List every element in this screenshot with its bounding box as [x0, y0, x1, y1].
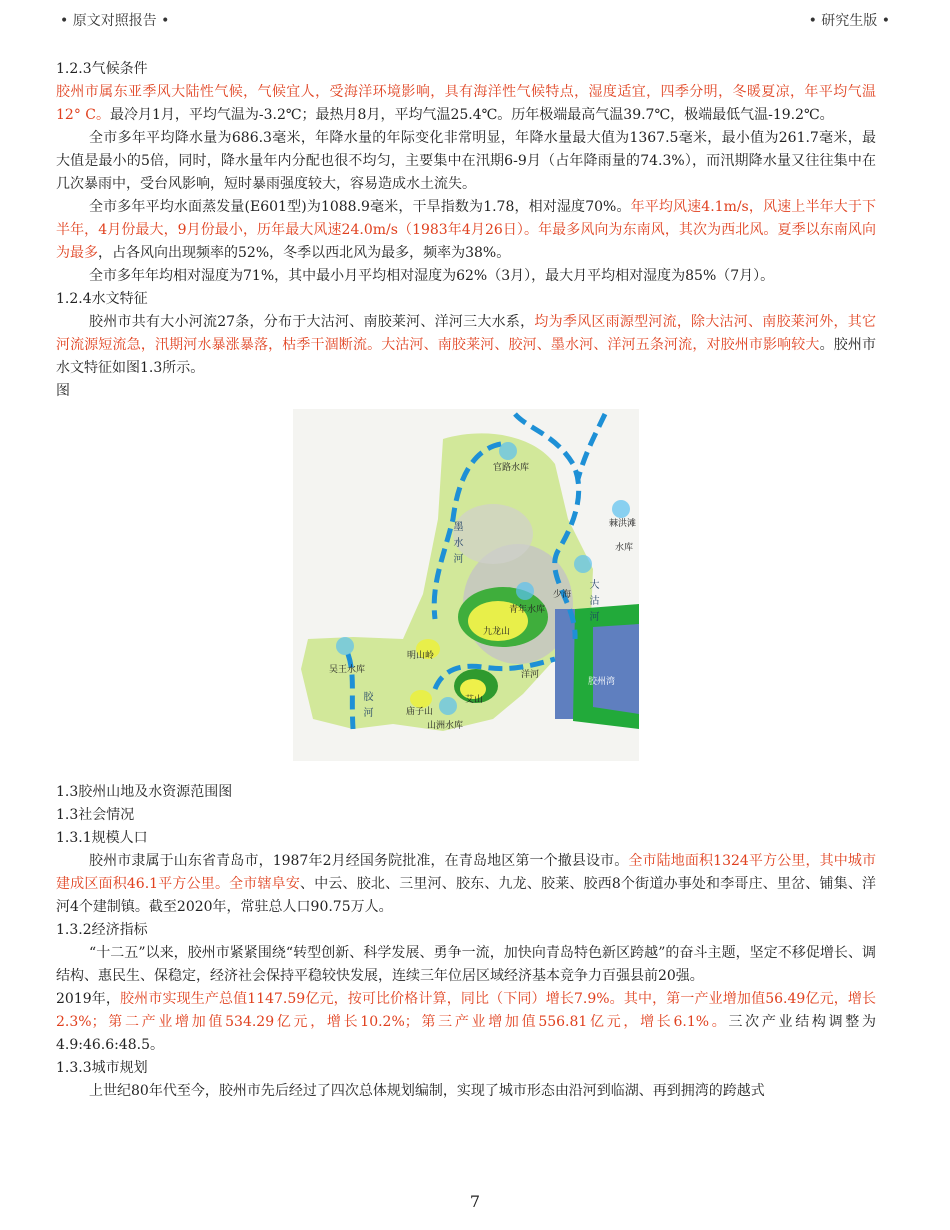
document-body [56, 58, 876, 1103]
header-right: • 研究生版 • [808, 13, 890, 29]
hydrology-map-figure [293, 409, 639, 761]
section-title-1-3: 1.3社会情况 [56, 807, 135, 823]
figure-word: 图 [56, 383, 70, 399]
paragraph-text: 、中云、胶北、三里河、胶东、九龙、胶莱、胶西8个街道办事处和李哥庄、里岔、铺集、洋河4个建制镇。截至2020年，常驻总人口90.75万人。 [56, 876, 877, 915]
map-label: 棘洪滩 [609, 519, 637, 529]
paragraph-text: 。胶州市水文特征如图1.3所示。 [56, 337, 876, 376]
map-label: 山洲水库 [427, 721, 464, 731]
paragraph-text: 胶州市隶属于山东省青岛市，1987年2月经国务院批准，在青岛地区第一个撤县设市。 [89, 853, 629, 869]
map-label: 官路水库 [493, 463, 530, 473]
reservoir-marker [516, 582, 534, 600]
paragraph-text: 三次产业结构调整为4.9:46.6:48.5。 [56, 1014, 876, 1053]
paragraph-climate-1 [56, 81, 876, 127]
map-label: 艾山 [465, 695, 484, 705]
reservoir-marker [574, 555, 592, 573]
paragraph-economy-1: “十二五”以来，胶州市紧紧围绕“转型创新、科学发展、勇争一流，加快向青岛特色新区跨越”的奋斗主题，坚定不移促增长、调结构、惠民生、保稳定，经济社会保持平稳较快发展，连续三年位居区域经济基本竞争力百强县前20强。 [56, 945, 876, 984]
header-left: • 原文对照报告 • [60, 13, 170, 29]
paragraph-text: 最冷月1月，平均气温为-3.2℃；最热月8月，平均气温25.4℃。历年极端最高气温39.7℃，极端最低气温-19.2℃。 [109, 107, 834, 123]
section-title-1-3-3: 1.3.3城市规划 [56, 1060, 148, 1076]
map-label: 青年水库 [509, 605, 546, 615]
map-label: 洋河 [521, 670, 540, 680]
highlight-text: 全市陆地面积1324平方公里，其中城市建成区面积46.1平方公里。全市辖阜安 [56, 853, 876, 892]
map-label: 少海 [553, 590, 572, 600]
section-title-1-3-2: 1.3.2经济指标 [56, 922, 148, 938]
paragraph-text: 2019年， [56, 991, 121, 1007]
reservoir-marker [336, 637, 354, 655]
paragraph-climate-2: 全市多年平均降水量为686.3毫米，年降水量的年际变化非常明显，年降水量最大值为1367.5毫米，最小值为261.7毫米，最大值是最小的5倍，同时，降水量年内分配也很不均匀，主要集中在汛期6-9月（占年降雨量的74.3%），而汛期降水量又往往集中在几次暴雨中，受台风影响，短时暴雨强度较大，容易造成水土流失。 [56, 130, 876, 192]
paragraph-population [56, 850, 876, 919]
page-header [60, 10, 890, 32]
map-river-label: 大沽河 [587, 579, 598, 627]
paragraph-economy-2 [56, 988, 876, 1057]
map-river-label: 墨水河 [451, 521, 462, 569]
page-number: 7 [469, 1192, 481, 1211]
highlight-text: 均为季风区雨源型河流，除大沽河、南胶莱河外，其它河流源短流急，汛期河水暴涨暴落，枯季干涸断流。大沽河、南胶莱河、胶河、墨水河、洋河五条河流，对胶州市影响较大 [56, 314, 876, 353]
highlight-text: 年平均风速4.1m/s，风速上半年大于下半年，4月份最大，9月份最小，历年最大风速24.0m/s（1983年4月26日）。年最多风向为东南风，其次为西北风。夏季以东南风向为最多 [56, 199, 877, 261]
highlight-text: 胶州市属东亚季风大陆性气候，气候宜人，受海洋环境影响，具有海洋性气候特点，湿度适宜，四季分明，冬暖夏凉，年平均气温12° C。 [56, 84, 876, 123]
reservoir-marker [439, 697, 457, 715]
section-title-1-2-4: 1.2.4水文特征 [56, 291, 148, 307]
map-river-label: 胶河 [361, 691, 372, 723]
section-title-1-3-1: 1.3.1规模人口 [56, 830, 148, 846]
paragraph-planning: 上世纪80年代至今，胶州市先后经过了四次总体规划编制，实现了城市形态由沿河到临湖、再到拥湾的跨越式 [89, 1083, 765, 1099]
map-label: 庙子山 [406, 707, 434, 717]
paragraph-text: 胶州市共有大小河流27条，分布于大沽河、南胶莱河、洋河三大水系， [89, 314, 535, 330]
paragraph-text: ，占各风向出现频率的52%，冬季以西北风为最多，频率为38%。 [98, 245, 511, 261]
map-label: 胶州湾 [588, 677, 616, 687]
map-label: 明山岭 [407, 651, 435, 661]
map-label: 水库 [615, 543, 634, 553]
map-label: 九龙山 [483, 627, 511, 637]
section-title-1-2-3: 1.2.3气候条件 [56, 61, 148, 77]
map-label: 吴王水库 [329, 665, 366, 675]
highlight-text: 胶州市实现生产总值1147.59亿元，按可比价格计算，同比（下同）增长7.9%。其中，第一产业增加值56.49亿元，增长2.3%；第二产业增加值534.29亿元，增长10.2%；第三产业增加值556.81亿元，增长6.1%。 [56, 991, 876, 1030]
paragraph-text: 全市多年平均水面蒸发量(E601型)为1088.9毫米，干旱指数为1.78，相对湿度70%。 [89, 199, 631, 215]
figure-caption: 1.3胶州山地及水资源范围图 [56, 784, 233, 800]
paragraph-climate-4: 全市多年年均相对湿度为71%，其中最小月平均相对湿度为62%（3月），最大月平均相对湿度为85%（7月）。 [89, 268, 775, 284]
paragraph-climate-3 [56, 196, 876, 265]
paragraph-hydrology [56, 311, 876, 380]
